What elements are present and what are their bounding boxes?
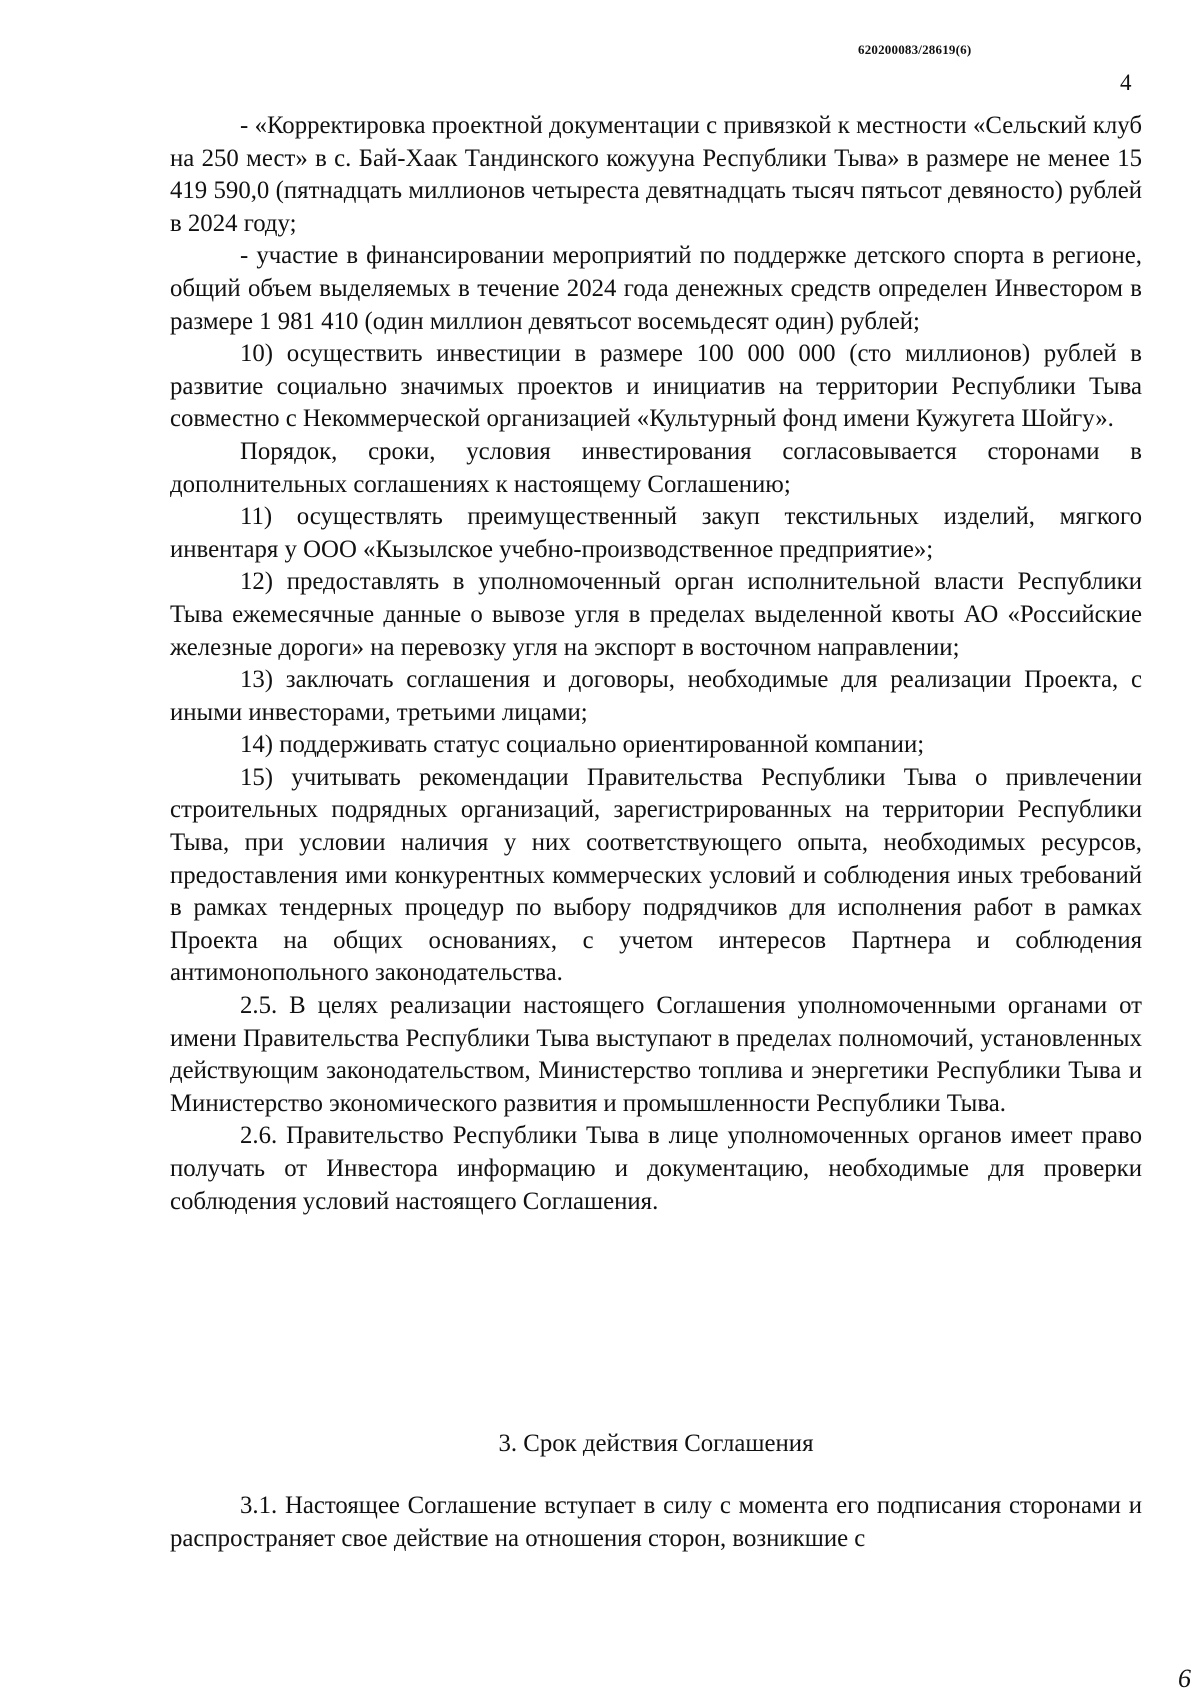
paragraph-clause-2-6: 2.6. Правительство Республики Тыва в лице уполномоченных органов имеет право получать от Инвестора информацию и документацию, необходимые для проверки соблюдения условий настоящего Соглашения.	[170, 1122, 1142, 1215]
paragraph-investment-terms: Порядок, сроки, условия инвестирования согласовывается сторонами в дополнительных соглашениях к настоящему Соглашению;	[170, 437, 1142, 498]
paragraph-item-10: 10) осуществить инвестиции в размере 100 000 000 (сто миллионов) рублей в развитие социально значимых проектов и инициатив на территории Республики Тыва совместно с Некоммерческой организацией «Культурный фонд имени Кужугета Шойгу».	[170, 340, 1142, 433]
paragraph-item-13: 13) заключать соглашения и договоры, необходимые для реализации Проекта, с иными инвесторами, третьими лицами;	[170, 666, 1142, 726]
paragraph-clause-2-5: 2.5. В целях реализации настоящего Соглашения уполномоченными органами от имени Правительства Республики Тыва выступают в пределах полномочий, установленных действующим законодательством, Министерство топлива и энергетики Республики Тыва и Министерство экономического развития и промышленности Республики Тыва.	[170, 992, 1142, 1117]
section-heading-term: 3. Срок действия Соглашения	[498, 1430, 814, 1457]
document-body	[170, 110, 1142, 1218]
paragraph-clause-3-1: 3.1. Настоящее Соглашение вступает в силу с момента его подписания сторонами и распространяет свое действие на отношения сторон, возникшие с	[170, 1492, 1142, 1552]
paragraph-item-14: 14) поддерживать статус социально ориентированной компании;	[240, 731, 925, 759]
page-number: 4	[1120, 70, 1132, 95]
corner-page-mark: 6	[1178, 1664, 1191, 1693]
document-registration-number: 620200083/28619(6)	[858, 42, 972, 57]
paragraph-item-12: 12) предоставлять в уполномоченный орган исполнительной власти Республики Тыва ежемесячные данные о вывозе угля в пределах выделенной квоты АО «Российские железные дороги» на перевозку угля на экспорт в восточном направлении;	[170, 568, 1142, 661]
paragraph-item-11: 11) осуществлять преимущественный закуп текстильных изделий, мягкого инвентаря у ООО «Кызылское учебно-производственное предприятие»;	[170, 503, 1142, 563]
paragraph-item-15: 15) учитывать рекомендации Правительства Республики Тыва о привлечении строительных подрядных организаций, зарегистрированных на территории Республики Тыва, при условии наличия у них соответствующего опыта, необходимых ресурсов, предоставления ими конкурентных коммерческих условий и соблюдения иных требований в рамках тендерных процедур по выбору подрядчиков для исполнения работ в рамках Проекта на общих основаниях, с учетом интересов Партнера и соблюдения антимонопольного законодательства.	[170, 763, 1142, 987]
paragraph-project-correction: - «Корректировка проектной документации с привязкой к местности «Сельский клуб на 250 мест» в с. Бай-Хаак Тандинского кожууна Республики Тыва» в размере не менее 15 419 590,0 (пятнадцать миллионов четыреста девятнадцать тысяч пятьсот девяносто) рублей в 2024 году;	[170, 112, 1142, 237]
section-body	[170, 1490, 1142, 1555]
paragraph-children-sport: - участие в финансировании мероприятий по поддержке детского спорта в регионе, общий объем выделяемых в течение 2024 года денежных средств определен Инвестором в размере 1 981 410 (один миллион девятьсот восемьдесят один) рублей;	[170, 242, 1142, 335]
